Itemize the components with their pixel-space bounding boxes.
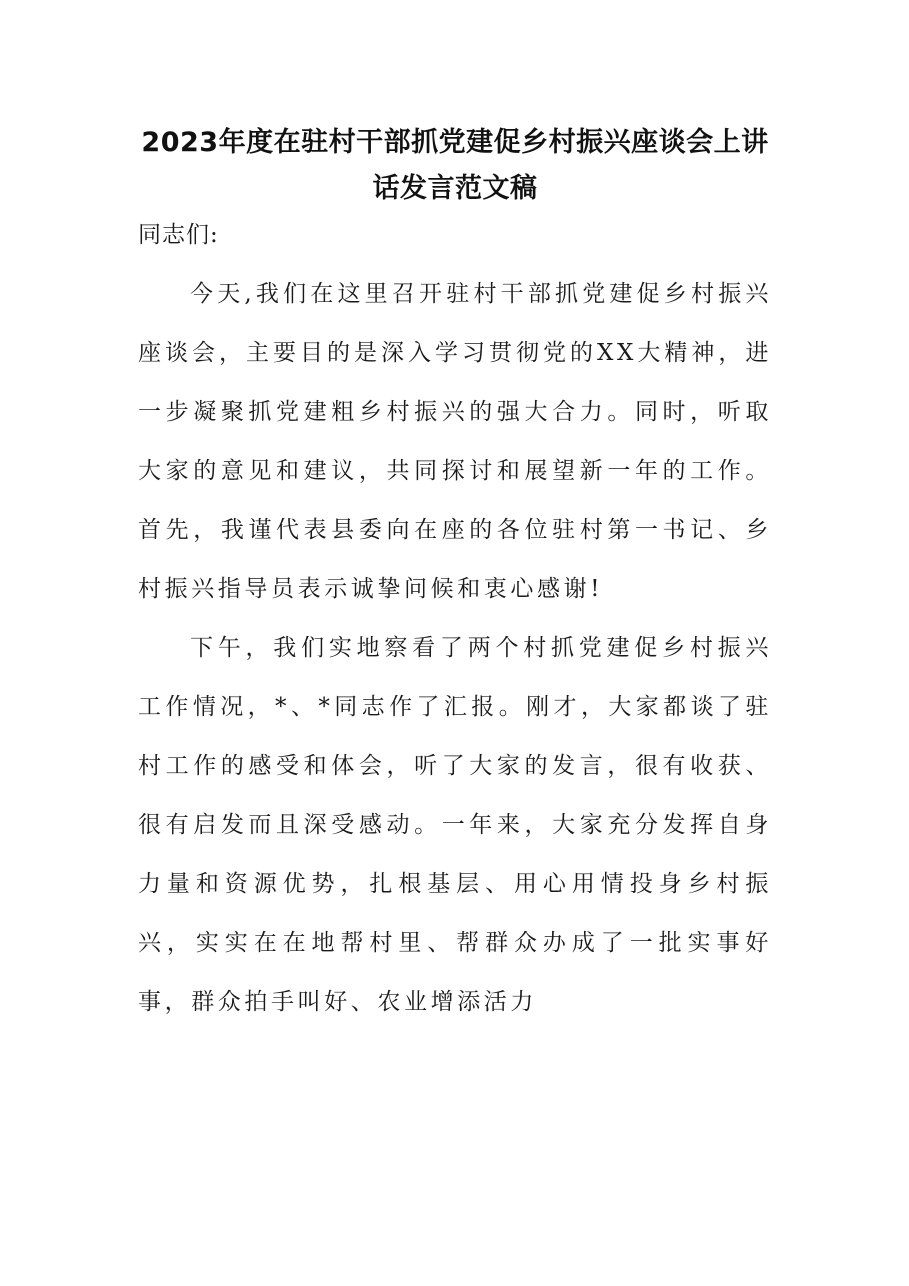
- title-line-2: 话发言范文稿: [372, 173, 538, 204]
- paragraph-2: 下午，我们实地察看了两个村抓党建促乡村振兴工作情况，*、*同志作了汇报。刚才，大家都谈了驻村工作的感受和体会，听了大家的发言，很有收获、很有启发而且深受感动。一年来，大家充分发挥自身力量和资源优势，扎根基层、用心用情投身乡村振兴，实实在在地帮村里、帮群众办成了一批实事好事，群众拍手叫好、农业增添活力: [138, 635, 772, 1015]
- document-title: [138, 120, 772, 212]
- title-line-1: 2023年度在驻村干部抓党建促乡村振兴座谈会上讲: [141, 127, 769, 158]
- document-body: [138, 206, 772, 1032]
- paragraph-1: 今天,我们在这里召开驻村干部抓党建促乡村振兴座谈会，主要目的是深入学习贯彻党的XX大精神，进一步凝聚抓党建粗乡村振兴的强大合力。同时，听取大家的意见和建议，共同探讨和展望新一年的工作。首先，我谨代表县委向在座的各位驻村第一书记、乡村振兴指导员表示诚挚问候和衷心感谢!: [138, 281, 772, 602]
- salutation: 同志们:: [138, 222, 219, 248]
